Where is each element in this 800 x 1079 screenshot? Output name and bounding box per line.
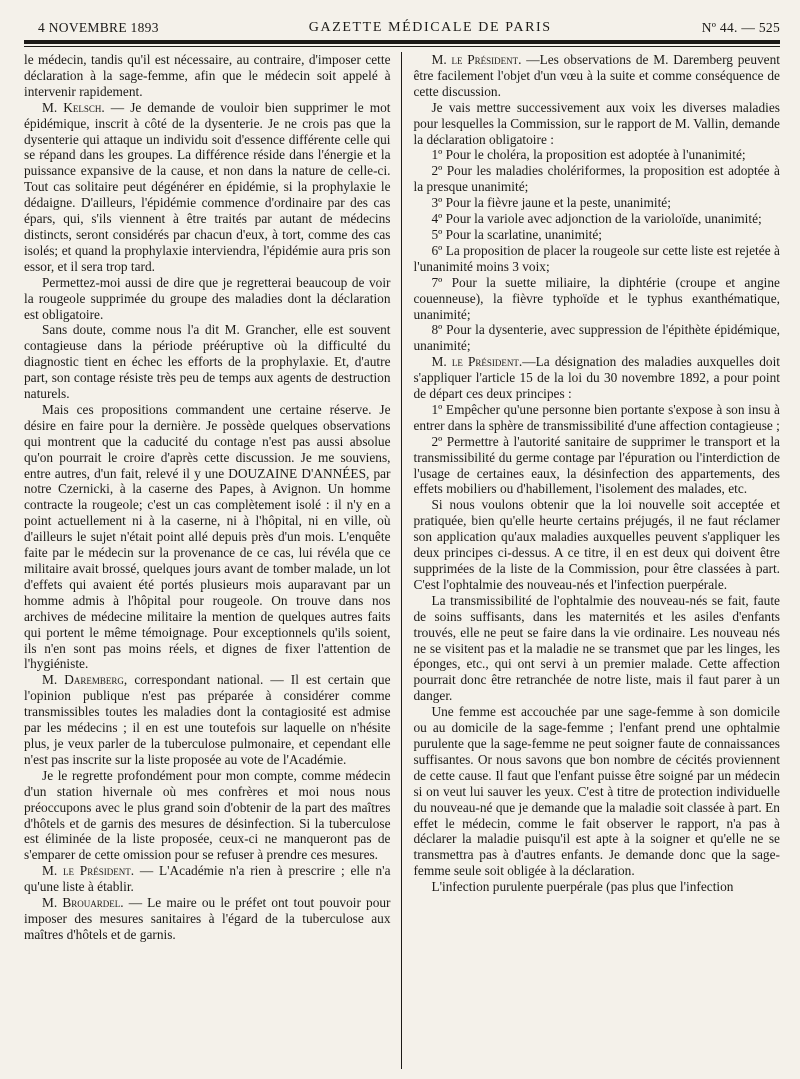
paragraph-text: —La désignation des maladies auxquelles doit s'appliquer l'article 15 de la loi du 30 novembre 1892, a pour point de départ ces deux principes : — [413, 354, 780, 402]
paragraph — [413, 227, 780, 243]
speaker-name: M. Daremberg, — [42, 672, 128, 688]
paragraph-text: L'infection purulente puerpérale (pas plus que l'infection — [431, 879, 734, 895]
paragraph — [413, 275, 780, 323]
paragraph — [413, 147, 780, 163]
speaker-name: M. Kelsch. — [42, 99, 105, 115]
paragraph — [413, 593, 780, 704]
paragraph-text: La transmissibilité de l'ophtalmie des nouveau-nés se fait, faute de soins suffisants, dans les maternités et les asiles d'enfants trouvés, elle ne peut se faire dans la vie ordinaire. Les nouveau nés ne se visitent pas et la maladie ne se transmet que par les linges, les éponges, etc., qui ont servi à un premier malade. Cette affection pourrait donc être retranchée de notre liste, mais il faut parer à un danger. — [413, 592, 780, 704]
paragraph-text: Sans doute, comme nous l'a dit M. Grancher, elle est souvent contagieuse dans la période prééruptive où la difficulté du diagnostic tient en échec les efforts de la prophylaxie. Et, d'autre part, son contage résiste très peu de temps aux agents de destruction naturels. — [24, 322, 391, 402]
paragraph — [413, 704, 780, 879]
paragraph — [413, 354, 780, 402]
paragraph-text: Je vais mettre successivement aux voix les diverses maladies pour lesquelles la Commission, sur le rapport de M. Vallin, demande la déclaration obligatoire : — [413, 99, 780, 147]
paragraph-text: Permettez-moi aussi de dire que je regretterai beaucoup de voir la rougeole supprimée du groupe des maladies dont la déclaration est obligatoire. — [24, 274, 391, 322]
paragraph-text: 5º Pour la scarlatine, unanimité; — [431, 226, 603, 242]
paragraph — [413, 195, 780, 211]
speaker-name: M. le Président. — [431, 52, 522, 67]
paragraph-text: — Je demande de vouloir bien supprimer le mot épidémique, inscrit à côté de la dysenterie. Je ne crois pas que la dysenterie qui attaque un individu soit d'essence différente celle qui se répand dans les groupes. La différence réside dans l'énergie et la puissance expansive de la cause, et non dans la nature de celle-ci. Tout cas solitaire peut dégénérer en épidémie, si la prophylaxie le dédaigne. D'ailleurs, l'épidémie commence d'ordinaire par des cas épars, qui, s'ils viennent à être traités par autant de médecins distincts, seront considérés par chacun d'eux, à tort, comme des cas isolés; et quand la prophylaxie interviendra, l'épidémie aura pris son essor, et il sera trop tard. — [24, 99, 391, 274]
paragraph-text: — Le maire ou le préfet ont tout pouvoir pour imposer des mesures sanitaires à l'égard de la tuberculose aux maîtres d'hôtels et de garnis. — [24, 895, 391, 942]
paragraph-text: Mais ces propositions commandent une certaine réserve. Je désire en faire pour la dernière. Je possède quelques observations qui montrent que la caducité du contage n'est pas aussi absolue qu'on pourrait le croire d'après cette discussion. Je me souviens, entre autres, d'un fait, relevé il y une DOUZAINE D'ANNÉES, par notre Czernicki, à la caserne des Papes, à Avignon. Un homme contracte la rougeole; c'est un cas complètement isolé : il n'y en a point actuellement ni à la caserne, ni à l'hôpital, ni en ville, où d'ailleurs le sujet n'était point allé depuis près d'un mois. L'enquête faite par le médecin sur la provenance de ce cas, lui révéla que ce militaire avait brossé, quelques jours avant de tomber malade, un lot d'effets qui avaient été portés plusieurs mois auparavant par un homme admis à l'hôpital pour rougeole. On trouve dans nos archives de médecine militaire la mention de quelques autres faits qui portent le même témoignage. Pour exceptionnels qu'ils soient, ils n'en sont pas moins réels, et dignes de fixer l'attention de l'hygiéniste. — [24, 401, 391, 672]
paragraph-text: Si nous voulons obtenir que la loi nouvelle soit acceptée et pratiquée, bien qu'elle heurte certains préjugés, il ne faut réclamer son application qu'aux maladies auxquelles peuvent s'appliquer les deux principes ci-dessus. A ce titre, il en est deux qui doivent être supprimées de la liste de la Commission, pour être classées à part. C'est l'ophtalmie des nouveau-nés et l'infection puerpérale. — [413, 497, 780, 592]
paragraph-text: 6º La proposition de placer la rougeole sur cette liste est rejetée à l'unanimité moins 3 voix; — [413, 242, 780, 274]
page-header — [38, 14, 780, 36]
speaker-name: M. Brouardel. — [42, 895, 124, 911]
header-thin-rule — [24, 46, 780, 47]
paragraph — [413, 52, 780, 100]
paragraph — [24, 322, 391, 402]
paragraph-text: 3º Pour la fièvre jaune et la peste, unanimité; — [431, 195, 671, 211]
paragraph-text: le médecin, tandis qu'il est nécessaire, au contraire, d'imposer cette déclaration à la sage-femme, afin que le médecin soit appelé à intervenir rapidement. — [24, 52, 391, 99]
header-date: 4 NOVEMBRE 1893 — [38, 20, 159, 35]
speaker-name: M. le Président. — [431, 354, 523, 370]
paragraph — [413, 243, 780, 275]
paragraph — [413, 322, 780, 354]
paragraph-text: 1º Empêcher qu'une personne bien portante s'expose à son insu à entrer dans la sphère de transmissibilité d'une affection contagieuse ; — [413, 401, 780, 433]
paragraph — [413, 434, 780, 498]
paragraph — [413, 211, 780, 227]
left-column — [24, 52, 399, 1069]
paragraph — [24, 863, 391, 895]
paragraph — [24, 402, 391, 672]
paragraph-text: 2º Pour les maladies cholériformes, la proposition est adoptée à la presque unanimité; — [413, 163, 780, 195]
paragraph-text: Je le regrette profondément pour mon compte, comme médecin d'un station hivernale où mes confrères et moi nous nous préoccupons avec le plus grand soin d'obtenir de la part des maîtres d'hôtels et de garnis des mesures de désinfection. Si la tuberculose est éliminée de la liste proposée, ceux-ci ne manqueront pas de s'emparer de cette omission pour se refuser à prendre ces mesures. — [24, 767, 391, 863]
paragraph — [24, 52, 391, 100]
paragraph — [413, 402, 780, 434]
paragraph — [24, 895, 391, 943]
paragraph-text: —Les observations de M. Daremberg peuvent être facilement l'objet d'un vœu à la suite et comme conséquence de cette discussion. — [413, 52, 780, 99]
paragraph — [24, 672, 391, 767]
paragraph-text: — L'Académie n'a rien à prescrire ; elle n'a qu'une liste à établir. — [24, 863, 391, 895]
paragraph-text: Une femme est accouchée par une sage-femme à son domicile ou au domicile de la sage-femme ; l'enfant prend une ophtalmie purulente que la sage-femme ne peut soigner faute de connaissances suffisantes. Or nous savons que bon nombre de cécités proviennent de cette cause. Il faut que l'enfant puisse être soigné par un médecin si on veut lui sauver les yeux. C'est à titre de protection individuelle du nouveau-né que je demande que la maladie soit classée à part. En effet le médecin, comme le fait observer le rapport, n'a pas à déclarer la maladie puisqu'il est apte à la soigner et qu'elle ne se transmettra pas à d'autres enfants. Je demande donc que la sage-femme seule soit obligée à la déclaration. — [413, 704, 780, 879]
paragraph — [413, 497, 780, 592]
paragraph — [24, 275, 391, 323]
paragraph — [24, 100, 391, 275]
paragraph-text: correspondant national. — Il est certain que l'opinion publique n'est pas préparée à considérer comme transmissibles toutes les maladies dont la contagiosité est admise par les médecins ; il en est une toutefois sur laquelle on n'hésite plus, je veux parler de la tuberculose pulmonaire, et cependant elle n'est pas inscrite sur la liste proposée au vote de l'Académie. — [24, 672, 391, 767]
paragraph-text: 2º Permettre à l'autorité sanitaire de supprimer le transport et la transmissibilité du germe contage par l'épuration ou l'interdiction de l'usage de certaines eaux, la désinfection des appartements, des effets mobiliers ou d'habillement, l'isolement des malades, etc. — [413, 433, 780, 497]
paragraph-text: 7º Pour la suette miliaire, la diphtérie (croupe et angine couenneuse), la fièvre typhoïde et le typhus exanthématique, unanimité; — [413, 274, 780, 322]
paragraph-text: 4º Pour la variole avec adjonction de la varioloïde, unanimité; — [431, 211, 762, 227]
paragraph-text: 8º Pour la dysenterie, avec suppression de l'épithète épidémique, unanimité; — [413, 322, 780, 354]
paragraph — [413, 879, 780, 895]
speaker-name: M. le Président. — [42, 863, 135, 879]
paragraph — [413, 100, 780, 148]
header-journal-title: GAZETTE MÉDICALE DE PARIS — [308, 20, 552, 35]
paragraph — [413, 163, 780, 195]
column-divider — [401, 52, 402, 1069]
header-thick-rule — [24, 40, 780, 44]
header-issue-page: Nº 44. — 525 — [701, 20, 780, 35]
paragraph-text: 1º Pour le choléra, la proposition est adoptée à l'unanimité; — [431, 147, 746, 163]
right-column — [407, 52, 780, 1069]
text-columns — [24, 52, 780, 1069]
paragraph — [24, 768, 391, 863]
